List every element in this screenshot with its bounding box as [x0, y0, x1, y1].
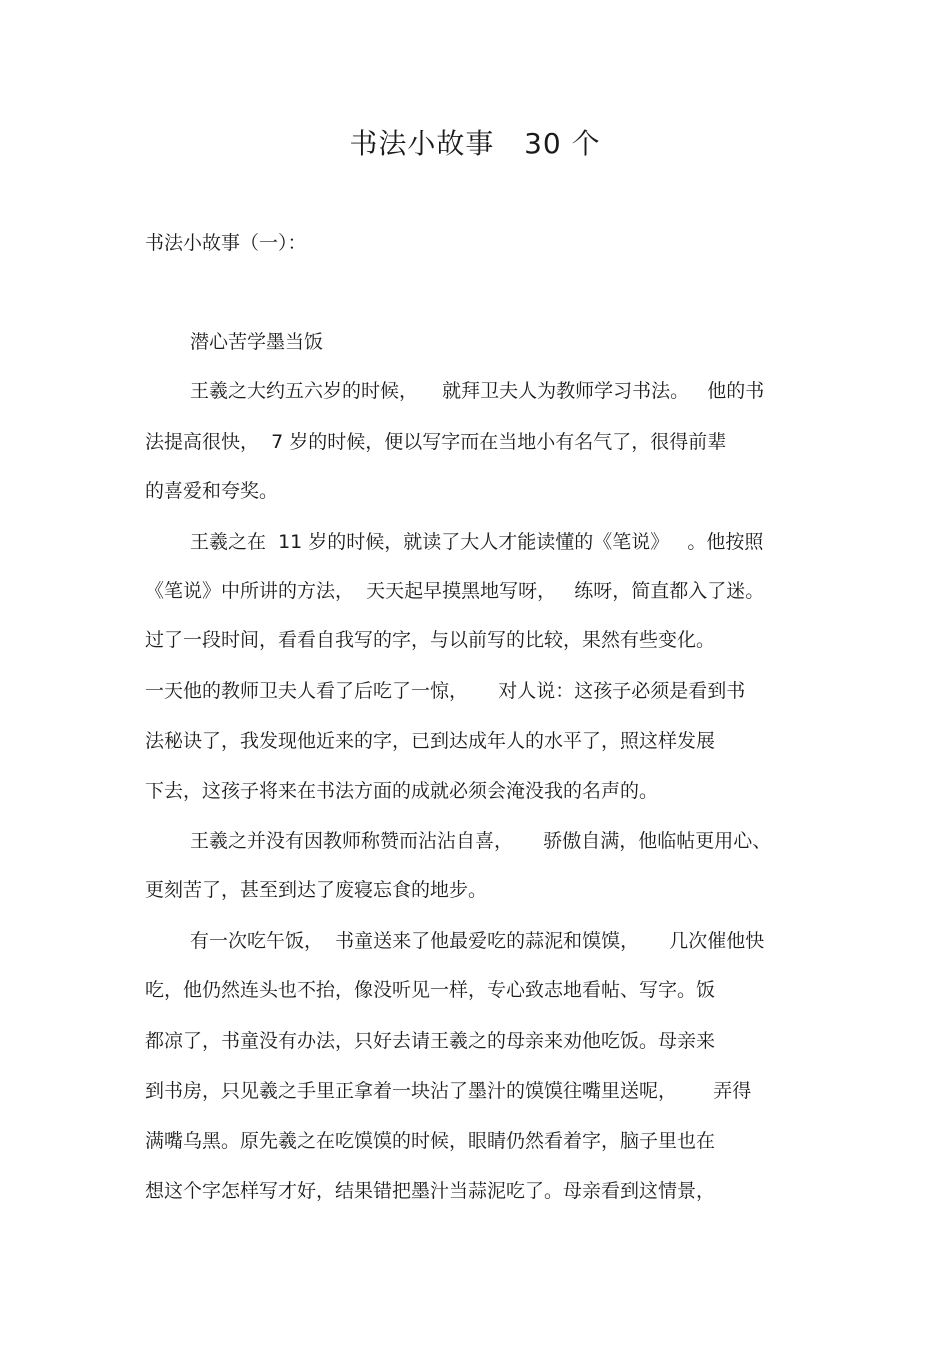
- paragraph-line: 《笔说》中所讲的方法， 天天起早摸黑地写呀， 练呀，简直都入了迷。: [145, 580, 765, 602]
- paragraph-line: 满嘴乌黑。原先羲之在吃馍馍的时候，眼睛仍然看着字，脑子里也在: [145, 1130, 716, 1152]
- section-heading: 书法小故事（一）：: [145, 232, 307, 254]
- paragraph-line: 想这个字怎样写才好，结果错把墨汁当蒜泥吃了。母亲看到这情景，: [145, 1180, 716, 1202]
- paragraph-line: 下去，这孩子将来在书法方面的成就必须会淹没我的名声的。: [145, 780, 659, 802]
- paragraph-line: 都凉了，书童没有办法，只好去请王羲之的母亲来劝他吃饭。母亲来: [145, 1030, 716, 1052]
- paragraph-line: 王羲之在 11 岁的时候，就读了大人才能读懂的《笔说》 。他按照: [190, 531, 764, 553]
- paragraph-line: 王羲之并没有因教师称赞而沾沾自喜， 骄傲自满，他临帖更用心、: [190, 830, 772, 852]
- paragraph-line: 过了一段时间，看看自我写的字，与以前写的比较，果然有些变化。: [145, 629, 716, 651]
- paragraph-line: 一天他的教师卫夫人看了后吃了一惊， 对人说：这孩子必须是看到书: [145, 680, 746, 702]
- paragraph-line: 法提高很快， 7 岁的时候，便以写字而在当地小有名气了，很得前辈: [145, 431, 727, 453]
- paragraph-line: 更刻苦了，甚至到达了废寝忘食的地步。: [145, 879, 488, 901]
- paragraph-line: 的喜爱和夸奖。: [145, 480, 279, 502]
- paragraph-line: 到书房，只见羲之手里正拿着一块沾了墨汁的馍馍往嘴里送呢， 弄得: [145, 1080, 752, 1102]
- paragraph-line: 王羲之大约五六岁的时候， 就拜卫夫人为教师学习书法。 他的书: [190, 380, 765, 402]
- paragraph-line: 法秘诀了，我发现他近来的字，已到达成年人的水平了，照这样发展: [145, 730, 716, 752]
- paragraph-line: 吃，他仍然连头也不抬，像没听见一样，专心致志地看帖、写字。饭: [145, 979, 716, 1001]
- paragraph-line: 有一次吃午饭， 书童送来了他最爱吃的蒜泥和馍馍， 几次催他快: [190, 930, 765, 952]
- document-title: 书法小故事 30 个: [349, 127, 601, 160]
- story-subheading: 潜心苦学墨当饭: [190, 331, 324, 353]
